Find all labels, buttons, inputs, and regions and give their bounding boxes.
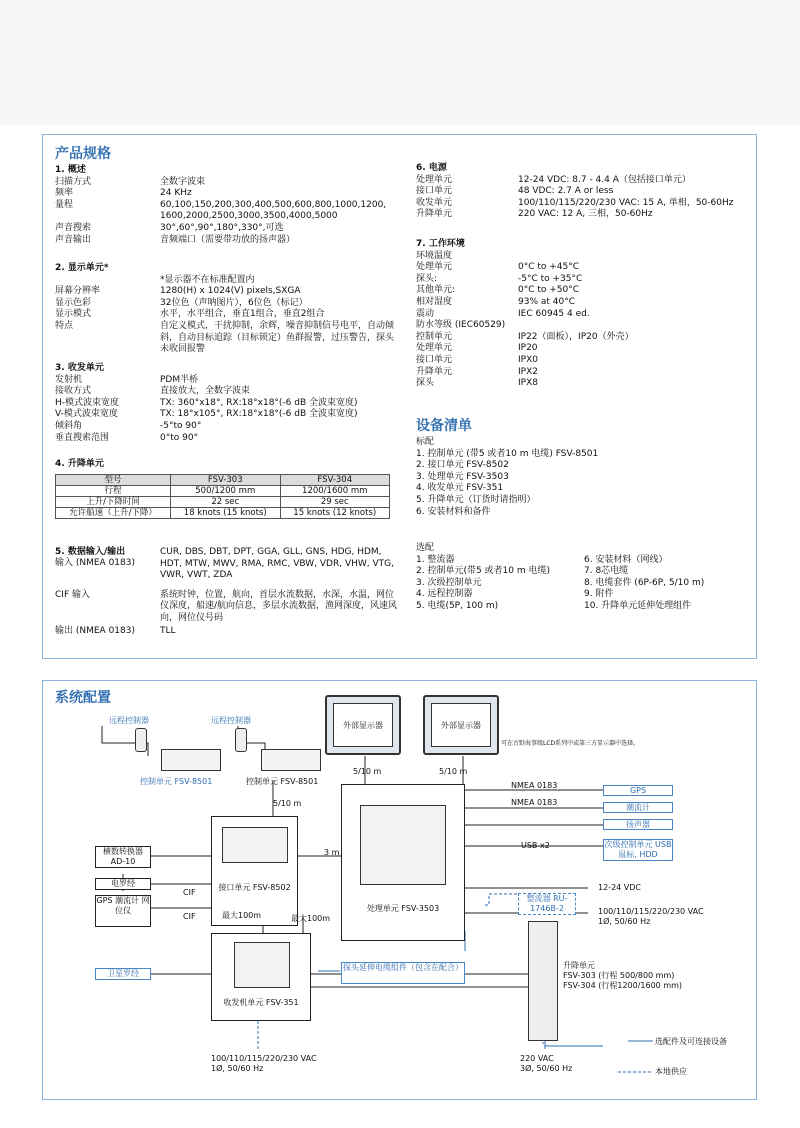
- spec-value: 0°C to +45°C: [518, 262, 580, 273]
- remote-controller-label: 远程控制器: [109, 716, 149, 725]
- table-row: [56, 485, 390, 496]
- table-cell: 行程: [56, 485, 171, 496]
- spec-key: 垂直搜索范围: [55, 432, 110, 443]
- spec-value: -5°C to +35°C: [518, 273, 583, 284]
- spec-value: 0°C to +50°C: [518, 285, 580, 296]
- spec-value: 直接放大，全数字波束: [160, 386, 251, 397]
- external-display-label: 外部显示器: [333, 703, 393, 747]
- optional-supply-left: [416, 543, 586, 613]
- usb-label: USB x2: [521, 841, 550, 850]
- gps-box: GPS: [603, 785, 673, 796]
- max-length: 最大100m: [222, 911, 262, 920]
- spec-value: TLL: [160, 625, 176, 636]
- nmea-label: NMEA 0183: [511, 798, 558, 807]
- section-title: 4. 升降单元: [55, 459, 104, 469]
- spec-value: IEC 60945 4 ed.: [518, 308, 590, 319]
- spec-value: CUR, DBS, DBT, DPT, GGA, GLL, GNS, HDG, HDM, HDT, MTW, MWV, RMA, RMC, VBW, VDR, VHW, VTG, VWR, VWT, ZDA: [160, 547, 394, 581]
- list-item: 8. 电缆套件 (6P-6P, 5/10 m): [584, 577, 705, 588]
- spec-key: H-模式波束宽度: [55, 397, 120, 408]
- spec-value: 93% at 40°C: [518, 296, 576, 307]
- list-item: 9. 附件: [584, 589, 614, 600]
- spec-value: 音频端口（需要带功放的扬声器）: [160, 234, 296, 245]
- spec-key: CIF 输入: [55, 589, 90, 600]
- list-item: 2. 接口单元 FSV-8502: [416, 460, 509, 471]
- spec-section-3: [55, 363, 400, 444]
- spec-key: 升降单元: [416, 209, 453, 220]
- ac-supply-phase: 1Ø, 50/60 Hz: [598, 917, 651, 926]
- spec-key: 探头: [416, 378, 435, 389]
- probe-cable-box: 探头延伸电缆组件（包含在配合）: [341, 962, 465, 984]
- top-background: [0, 0, 800, 125]
- spec-key: 接口单元: [416, 354, 453, 365]
- table-row: [56, 496, 390, 507]
- table-cell: 18 knots (15 knots): [171, 507, 281, 518]
- spec-key: 声音搜索: [55, 222, 92, 233]
- spec-value: IPX2: [518, 366, 538, 377]
- section-title: 3. 收发单元: [55, 363, 104, 373]
- section-title: 5. 数据输入/输出: [55, 547, 126, 557]
- list-item: 4. 收发单元 FSV-351: [416, 483, 504, 494]
- spec-section-5: [55, 547, 400, 637]
- table-header: 型号: [56, 474, 171, 485]
- spec-key: 处理单元: [416, 262, 453, 273]
- list-item: 2. 控制单元(带5 或者10 m 电缆): [416, 566, 550, 577]
- legend-local: 本地供应: [655, 1067, 687, 1076]
- spec-value: 48 VDC: 2.7 A or less: [518, 186, 614, 197]
- external-display-label: 外部显示器: [431, 703, 491, 747]
- spec-key: 处理单元: [416, 174, 453, 185]
- spec-value: 自定义模式，干扰抑制，余辉，噪音抑制信号电平，自动倾斜，自动目标追踪（目标锁定）鱼群报警，过压警告，探头未收回报警: [160, 320, 395, 355]
- table-header: FSV-303: [171, 474, 281, 485]
- optional-label: 选配: [416, 543, 435, 553]
- spec-value: 30°,60°,90°,180°,330°,可选: [160, 222, 284, 233]
- spec-key: 处理单元: [416, 343, 453, 354]
- spec-key: 特点: [55, 320, 74, 331]
- nmea-label: NMEA 0183: [511, 781, 558, 790]
- cable-length: 5/10 m: [439, 767, 468, 776]
- list-item: 1. 整流器: [416, 554, 455, 565]
- spec-value: IPX0: [518, 354, 538, 365]
- list-item: 6. 安装材料和备件: [416, 506, 491, 517]
- spec-section-7: [416, 239, 746, 390]
- table-cell: 22 sec: [171, 496, 281, 507]
- spec-value: 系统时钟，位置，航向，首层水流数据，水深，水温，网位仪深度，船速/航向信息，多层水流数据，渔网深度，风速风向，网位仪号码: [160, 589, 398, 623]
- section-title: 1. 概述: [55, 165, 86, 175]
- remote-controller-icon: [135, 728, 147, 752]
- spec-key: V-模式波束宽度: [55, 409, 118, 420]
- interface-unit-box: [211, 816, 298, 926]
- equipment-title: 设备清单: [416, 418, 472, 434]
- cif-label: CIF: [183, 912, 196, 921]
- spec-value: 32位色（声呐图片），6位色（标记）: [160, 297, 308, 308]
- list-item: 3. 处理单元 FSV-3503: [416, 471, 509, 482]
- table-cell: 29 sec: [280, 496, 390, 507]
- config-title: 系统配置: [55, 690, 111, 706]
- spec-key: 收发单元: [416, 197, 453, 208]
- table-cell: 1200/1600 mm: [280, 485, 390, 496]
- spec-value: *显示器不在标准配置内: [160, 274, 255, 285]
- spec-value: [556, 320, 746, 332]
- spec-key: 升降单元: [416, 366, 453, 377]
- lift-supply-label: 220 VAC: [520, 1054, 554, 1063]
- spec-value: 220 VAC: 12 A, 三相，50-60Hz: [518, 209, 653, 220]
- trx-supply-phase: 1Ø, 50/60 Hz: [211, 1064, 264, 1073]
- spec-key: 防水等级 (IEC60529): [416, 320, 506, 331]
- cif-label: CIF: [183, 888, 196, 897]
- list-item: 3. 次级控制单元: [416, 577, 482, 588]
- interface-icon: [222, 827, 288, 863]
- cable-length: 3 m: [324, 848, 340, 857]
- standard-label: 标配: [416, 437, 435, 447]
- spec-key: 输出 (NMEA 0183): [55, 625, 135, 636]
- optional-supply-right: [584, 555, 754, 613]
- gyro-box: 电罗经: [95, 878, 151, 890]
- spec-key: 量程: [55, 199, 74, 210]
- transceiver-icon: [234, 942, 290, 988]
- remote-controller-icon: [235, 728, 247, 752]
- external-display-icon: [423, 695, 499, 755]
- legend-optional: 选配件及可连接设备: [655, 1037, 727, 1046]
- interface-label: 接口单元 FSV-8502: [218, 883, 291, 892]
- spec-value: 水平，水平组合，垂直1组合，垂直2组合: [160, 309, 325, 320]
- control-unit-icon: [161, 749, 221, 771]
- section-title: 6. 电源: [416, 163, 447, 173]
- transceiver-unit-box: [211, 933, 311, 1021]
- speaker-box: 扬声器: [603, 819, 673, 830]
- dc-supply-label: 12-24 VDC: [598, 883, 642, 892]
- specs-title: 产品规格: [55, 146, 111, 162]
- processor-icon: [360, 805, 446, 885]
- cable-length: 5/10 m: [273, 799, 302, 808]
- spec-key: 控制单元: [416, 331, 453, 342]
- spec-key: 输入 (NMEA 0183): [55, 558, 135, 568]
- spec-section-2: [55, 263, 400, 356]
- trx-supply-label: 100/110/115/220/230 VAC: [211, 1054, 317, 1063]
- spec-value: [518, 251, 746, 263]
- list-item: 1. 控制单元 (带5 或者10 m 电缆) FSV-8501: [416, 448, 599, 459]
- spec-value: 24 KHz: [160, 188, 192, 199]
- spec-value: 60,100,150,200,300,400,500,600,800,1000,1200, 1600,2000,2500,3000,3500,4000,5000: [160, 199, 387, 222]
- control-unit-icon: [261, 749, 321, 771]
- spec-value: TX: 360°x18°, RX:18°x18°(-6 dB 全波束宽度): [160, 397, 358, 408]
- spec-key: 频率: [55, 188, 74, 199]
- spec-key: 倾斜角: [55, 420, 83, 431]
- converter-box: 横数转换器 AD-10: [95, 846, 151, 868]
- spec-section-1: [55, 165, 400, 246]
- spec-key: 显示色彩: [55, 297, 92, 308]
- control-unit-label: 控制单元 FSV-8501: [246, 777, 319, 786]
- spec-value: 100/110/115/220/230 VAC: 15 A, 单相，50-60Hz: [518, 197, 734, 208]
- transceiver-label: 收发机单元 FSV-351: [223, 998, 299, 1007]
- spec-key: 显示模式: [55, 309, 92, 320]
- remote-controller-label: 远程控制器: [211, 716, 251, 725]
- list-item: 5. 升降单元（订货时请指明）: [416, 494, 536, 505]
- spec-section-4: [55, 459, 400, 519]
- table-cell: 上升/下降时间: [56, 496, 171, 507]
- table-header: FSV-304: [280, 474, 390, 485]
- spec-value: -5°to 90°: [160, 420, 202, 431]
- spec-value: IP22（面板），IP20（外壳）: [518, 331, 634, 342]
- list-item: 10. 升降单元延伸处理组件: [584, 600, 692, 611]
- list-item: 4. 远程控制器: [416, 589, 473, 600]
- spec-value: IP20: [518, 343, 538, 354]
- gps-input-box: GPS 潮流计 网位仪: [95, 895, 151, 927]
- lift-unit-model: FSV-303 (行程 500/800 mm): [563, 971, 675, 980]
- sub-control-box: 次级控制单元 USB鼠标, HDD: [604, 840, 672, 859]
- table-cell: 允许船速（上升/下降）: [56, 507, 171, 518]
- lift-unit-model: FSV-304 (行程1200/1600 mm): [563, 981, 683, 990]
- table-cell: 500/1200 mm: [171, 485, 281, 496]
- spec-value: IPX8: [518, 378, 538, 389]
- table-cell: 15 knots (12 knots): [280, 507, 390, 518]
- cable-length: 5/10 m: [353, 767, 382, 776]
- external-display-icon: [325, 695, 401, 755]
- table-row: [56, 507, 390, 518]
- spec-key: 接收方式: [55, 386, 92, 397]
- section-title: 7. 工作环境: [416, 239, 465, 249]
- spec-key: 相对湿度: [416, 296, 453, 307]
- system-config-panel: [42, 680, 757, 1100]
- spec-key: 发射机: [55, 374, 83, 385]
- spec-key: 环境温度: [416, 250, 453, 261]
- processor-unit-box: [341, 784, 465, 941]
- spec-value: PDM半桥: [160, 374, 199, 385]
- ac-supply-label: 100/110/115/220/230 VAC: [598, 907, 704, 916]
- lift-supply-phase: 3Ø, 50/60 Hz: [520, 1064, 573, 1073]
- display-note: 可在古野海事级LCD系列中或第三方显示器中选择。: [501, 740, 640, 747]
- lift-unit-label: 升降单元: [563, 961, 595, 970]
- satellite-compass-box: 卫星罗经: [95, 968, 151, 980]
- current-meter-box: 潮流计: [603, 802, 673, 813]
- spec-key: 震动: [416, 308, 435, 319]
- spec-value: 1280(H) x 1024(V) pixels,SXGA: [160, 286, 301, 297]
- section-title: 2. 显示单元*: [55, 263, 109, 273]
- spec-key: 接口单元: [416, 186, 453, 197]
- spec-key: 声音输出: [55, 234, 92, 245]
- lift-unit-icon: [528, 921, 558, 1041]
- list-item: 6. 安装材料（网线）: [584, 554, 668, 565]
- spec-section-6: [416, 163, 746, 221]
- processor-label: 处理单元 FSV-3503: [366, 904, 440, 913]
- spec-value: 0°to 90°: [160, 432, 199, 443]
- spec-key: 其他单元:: [416, 285, 456, 296]
- spec-key: 探头:: [416, 273, 438, 284]
- rectifier-box: 整流器 RU-1746B-2: [518, 893, 576, 915]
- list-item: 7. 8芯电缆: [584, 566, 629, 577]
- specs-panel: [42, 134, 757, 659]
- spec-key: [55, 275, 160, 287]
- spec-value: 全数字波束: [160, 176, 206, 187]
- spec-value: TX: 18°x105°, RX:18°x18°(-6 dB 全波束宽度): [160, 409, 358, 420]
- spec-key: 扫描方式: [55, 176, 92, 187]
- spec-key: 屏幕分辨率: [55, 286, 101, 297]
- control-unit-label: 控制单元 FSV-8501: [140, 777, 213, 786]
- list-item: 5. 电缆(5P, 100 m): [416, 600, 499, 611]
- max-length: 最大100m: [291, 914, 331, 923]
- lift-unit-table: [55, 474, 390, 519]
- spec-value: 12-24 VDC: 8.7 - 4.4 A（包括接口单元）: [518, 174, 691, 185]
- standard-supply: [416, 437, 746, 518]
